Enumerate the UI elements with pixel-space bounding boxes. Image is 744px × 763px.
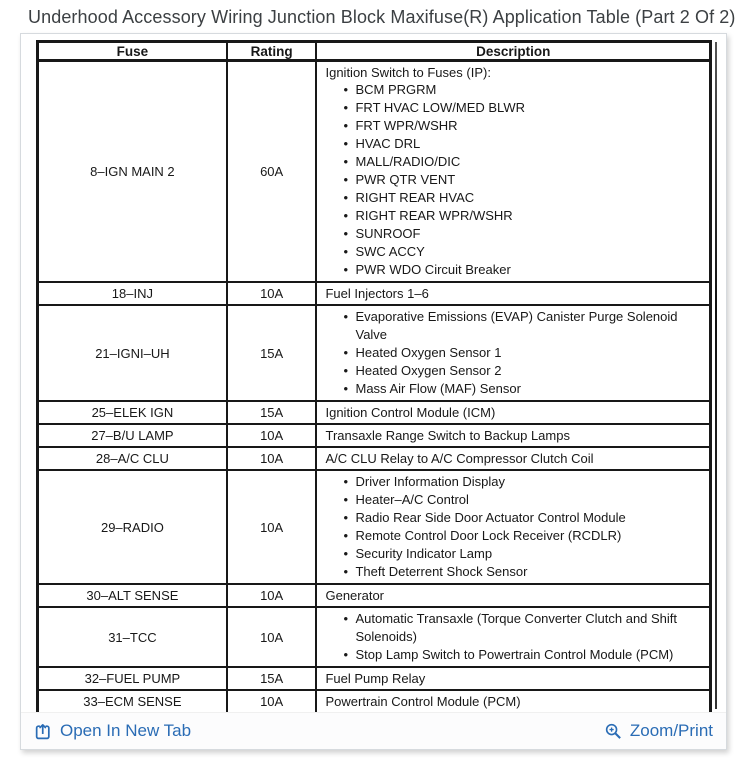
- rating-cell: 10A: [227, 584, 317, 607]
- description-bullet: • HVAC DRL: [355, 135, 701, 153]
- table-row: [38, 61, 711, 283]
- description-text: Fuel Pump Relay: [325, 671, 426, 686]
- description-text: Ignition Control Module (ICM): [325, 405, 496, 420]
- table-row: [38, 667, 711, 690]
- description-bullet: • RIGHT REAR HVAC: [355, 189, 701, 207]
- image-viewer-panel: [20, 33, 727, 750]
- description-bullet: • Automatic Transaxle (Torque Converter Clutch and Shift Solenoids): [355, 610, 701, 646]
- description-cell: [316, 667, 710, 690]
- description-bullet-list: [325, 81, 701, 279]
- fuse-cell: 33–ECM SENSE: [38, 690, 227, 713]
- table-row: [38, 607, 711, 667]
- column-header-description: Description: [316, 42, 710, 61]
- open-in-new-tab-label: Open In New Tab: [60, 721, 192, 740]
- fuse-cell: 28–A/C CLU: [38, 447, 227, 470]
- zoom-print-link[interactable]: [604, 721, 713, 741]
- description-bullet-list: [325, 610, 701, 664]
- description-text: A/C CLU Relay to A/C Compressor Clutch Coil: [325, 451, 594, 466]
- table-row: [38, 470, 711, 584]
- description-bullet: • Evaporative Emissions (EVAP) Canister Purge Solenoid Valve: [355, 308, 701, 344]
- description-bullet: • SWC ACCY: [355, 243, 701, 261]
- open-in-new-tab-link[interactable]: [34, 721, 191, 741]
- rating-cell: 10A: [227, 424, 317, 447]
- fuse-cell: 29–RADIO: [38, 470, 227, 584]
- description-bullet: • MALL/RADIO/DIC: [355, 153, 701, 171]
- fuse-table-body: [38, 61, 711, 714]
- description-bullet: • PWR WDO Circuit Breaker: [355, 261, 701, 279]
- scanned-table-image: [21, 34, 726, 713]
- description-bullet: • BCM PRGRM: [355, 81, 701, 99]
- table-row: [38, 690, 711, 713]
- description-text: Transaxle Range Switch to Backup Lamps: [325, 428, 570, 443]
- rating-cell: 10A: [227, 470, 317, 584]
- description-bullet: • SUNROOF: [355, 225, 701, 243]
- description-cell: [316, 607, 710, 667]
- rating-cell: 15A: [227, 401, 317, 424]
- description-cell: [316, 282, 710, 305]
- fuse-cell: 27–B/U LAMP: [38, 424, 227, 447]
- description-cell: [316, 401, 710, 424]
- description-bullet: • Heated Oxygen Sensor 1: [355, 344, 701, 362]
- fuse-cell: 30–ALT SENSE: [38, 584, 227, 607]
- zoom-print-label: Zoom/Print: [629, 721, 713, 740]
- description-intro: Ignition Switch to Fuses (IP):: [325, 65, 491, 80]
- table-row: [38, 305, 711, 401]
- fuse-cell: 21–IGNI–UH: [38, 305, 227, 401]
- table-row: [38, 447, 711, 470]
- description-bullet: • Heated Oxygen Sensor 2: [355, 362, 701, 380]
- rating-cell: 15A: [227, 667, 317, 690]
- description-cell: [316, 61, 710, 283]
- fuse-cell: 31–TCC: [38, 607, 227, 667]
- scan-artifact-line: [715, 42, 717, 709]
- table-header-row: [38, 42, 711, 61]
- fuse-cell: 25–ELEK IGN: [38, 401, 227, 424]
- description-cell: [316, 584, 710, 607]
- description-bullet: • Radio Rear Side Door Actuator Control Module: [355, 509, 701, 527]
- description-bullet: • Security Indicator Lamp: [355, 545, 701, 563]
- viewer-footer: [21, 712, 726, 749]
- description-bullet: • FRT WPR/WSHR: [355, 117, 701, 135]
- description-cell: [316, 470, 710, 584]
- description-bullet: • PWR QTR VENT: [355, 171, 701, 189]
- description-cell: [316, 424, 710, 447]
- description-bullet-list: [325, 473, 701, 581]
- fuse-cell: 32–FUEL PUMP: [38, 667, 227, 690]
- description-text: Powertrain Control Module (PCM): [325, 694, 521, 709]
- fuse-cell: 18–INJ: [38, 282, 227, 305]
- description-bullet: • Driver Information Display: [355, 473, 701, 491]
- description-bullet: • Theft Deterrent Shock Sensor: [355, 563, 701, 581]
- rating-cell: 10A: [227, 447, 317, 470]
- description-bullet: • Mass Air Flow (MAF) Sensor: [355, 380, 701, 398]
- table-row: [38, 401, 711, 424]
- column-header-fuse: Fuse: [38, 42, 227, 61]
- description-bullet: • Remote Control Door Lock Receiver (RCDLR): [355, 527, 701, 545]
- zoom-plus-icon: [604, 722, 623, 741]
- column-header-rating: Rating: [227, 42, 317, 61]
- description-bullet: • RIGHT REAR WPR/WSHR: [355, 207, 701, 225]
- description-bullet: • FRT HVAC LOW/MED BLWR: [355, 99, 701, 117]
- description-bullet: • Stop Lamp Switch to Powertrain Control Module (PCM): [355, 646, 701, 664]
- rating-cell: 10A: [227, 607, 317, 667]
- description-cell: [316, 305, 710, 401]
- description-text: Generator: [325, 588, 385, 603]
- description-cell: [316, 690, 710, 713]
- table-row: [38, 282, 711, 305]
- description-bullet-list: [325, 308, 701, 398]
- open-in-new-tab-icon: [34, 722, 53, 741]
- rating-cell: 60A: [227, 61, 317, 283]
- description-text: Fuel Injectors 1–6: [325, 286, 429, 301]
- rating-cell: 10A: [227, 282, 317, 305]
- page-title: Underhood Accessory Wiring Junction Block Maxifuse(R) Application Table (Part 2 Of 2): [28, 7, 736, 27]
- table-row: [38, 584, 711, 607]
- rating-cell: 15A: [227, 305, 317, 401]
- rating-cell: 10A: [227, 690, 317, 713]
- description-bullet: • Heater–A/C Control: [355, 491, 701, 509]
- fuse-cell: 8–IGN MAIN 2: [38, 61, 227, 283]
- table-row: [38, 424, 711, 447]
- fuse-application-table: [36, 40, 712, 713]
- description-cell: [316, 447, 710, 470]
